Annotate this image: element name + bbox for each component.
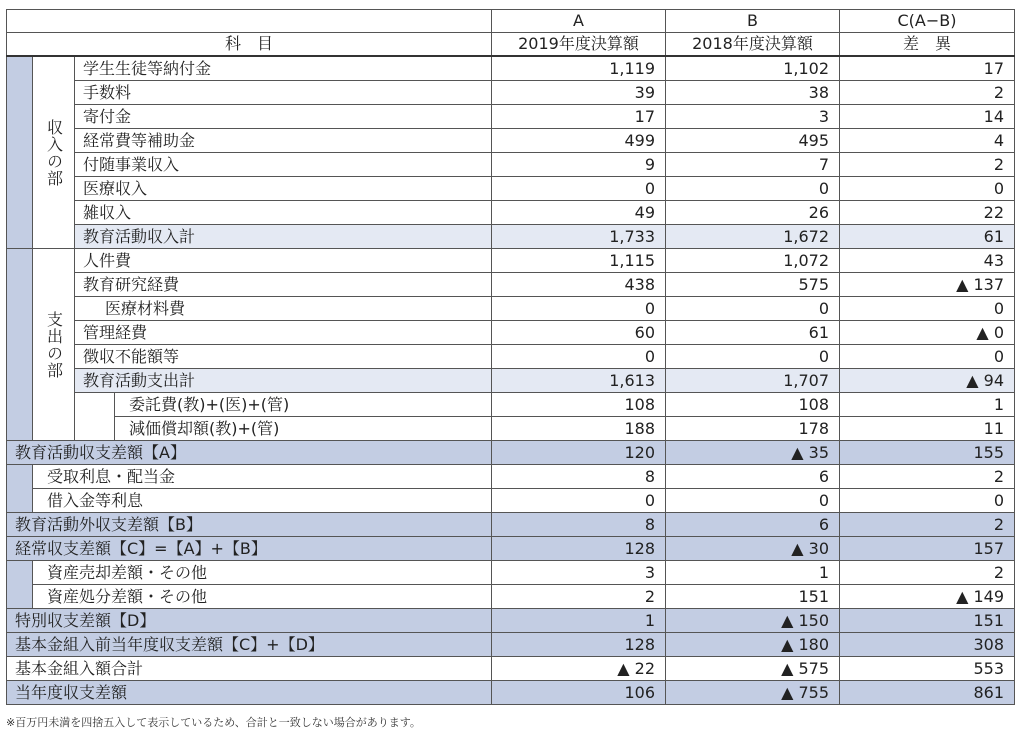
table-row [7, 321, 1015, 345]
col-a-subheader: 2019年度決算額 [492, 33, 666, 57]
value-a: 9 [492, 153, 666, 177]
value-c: 861 [840, 681, 1015, 705]
header-row-top [7, 10, 1015, 33]
value-a: 60 [492, 321, 666, 345]
value-c: 14 [840, 105, 1015, 129]
value-a: 1,115 [492, 249, 666, 273]
table-row [7, 465, 1015, 489]
value-a: 39 [492, 81, 666, 105]
row-label: 借入金等利息 [33, 489, 492, 513]
row-label: 付随事業収入 [75, 153, 492, 177]
value-c: 11 [840, 417, 1015, 441]
row-label: 経常費等補助金 [75, 129, 492, 153]
value-b: 0 [666, 489, 840, 513]
total-row [7, 441, 1015, 465]
table-row [7, 489, 1015, 513]
value-b: ▲ 30 [666, 537, 840, 561]
value-c: 2 [840, 465, 1015, 489]
value-a: 1,613 [492, 369, 666, 393]
col-c-subheader: 差 異 [840, 33, 1015, 57]
value-a: 108 [492, 393, 666, 417]
value-c: 4 [840, 129, 1015, 153]
table-row [7, 345, 1015, 369]
value-a: 120 [492, 441, 666, 465]
value-a: 0 [492, 297, 666, 321]
row-label: 減価償却額(教)+(管) [115, 417, 492, 441]
row-label: 徴収不能額等 [75, 345, 492, 369]
value-c: 553 [840, 657, 1015, 681]
row-label: 資産処分差額・その他 [33, 585, 492, 609]
value-c: 61 [840, 225, 1015, 249]
non_edu-band [7, 465, 33, 513]
value-a: 128 [492, 537, 666, 561]
value-c: 1 [840, 393, 1015, 417]
row-label: 教育活動支出計 [75, 369, 492, 393]
value-b: 108 [666, 393, 840, 417]
detail-row [7, 393, 1015, 417]
value-a: 2 [492, 585, 666, 609]
row-label: 委託費(教)+(医)+(管) [115, 393, 492, 417]
row-label: 教育研究経費 [75, 273, 492, 297]
value-b: 38 [666, 81, 840, 105]
table-body [7, 56, 1015, 705]
table-row [7, 129, 1015, 153]
value-a: 8 [492, 513, 666, 537]
col-b-header: B [666, 10, 840, 33]
value-b: 1,707 [666, 369, 840, 393]
value-c: 2 [840, 153, 1015, 177]
row-label: 基本金組入前当年度収支差額【C】+【D】 [7, 633, 492, 657]
value-a: 0 [492, 489, 666, 513]
value-b: 7 [666, 153, 840, 177]
table-row [7, 105, 1015, 129]
value-a: 499 [492, 129, 666, 153]
table-row [7, 201, 1015, 225]
expense-section-band [7, 249, 33, 441]
row-label: 教育活動収支差額【A】 [7, 441, 492, 465]
value-b: 6 [666, 465, 840, 489]
total-row [7, 633, 1015, 657]
row-label: 特別収支差額【D】 [7, 609, 492, 633]
total-row [7, 681, 1015, 705]
footnote: ※百万円未満を四捨五入して表示しているため、合計と一致しない場合があります。 [6, 716, 421, 729]
row-label: 手数料 [75, 81, 492, 105]
financial-table-container [6, 9, 1014, 705]
value-c: 0 [840, 345, 1015, 369]
value-c: ▲ 137 [840, 273, 1015, 297]
value-c: 22 [840, 201, 1015, 225]
value-b: 26 [666, 201, 840, 225]
row-label: 受取利息・配当金 [33, 465, 492, 489]
row-label: 資産売却差額・その他 [33, 561, 492, 585]
row-label: 雑収入 [75, 201, 492, 225]
row-label: 学生生徒等納付金 [75, 56, 492, 81]
value-b: 0 [666, 297, 840, 321]
subtotal-row [7, 225, 1015, 249]
value-b: 6 [666, 513, 840, 537]
header-blank [7, 10, 492, 33]
value-a: 8 [492, 465, 666, 489]
row-label: 人件費 [75, 249, 492, 273]
value-c: 151 [840, 609, 1015, 633]
value-b: 151 [666, 585, 840, 609]
col-b-subheader: 2018年度決算額 [666, 33, 840, 57]
total-row [7, 537, 1015, 561]
value-a: 0 [492, 177, 666, 201]
value-b: 61 [666, 321, 840, 345]
value-c: 43 [840, 249, 1015, 273]
table-row [7, 56, 1015, 81]
value-b: ▲ 575 [666, 657, 840, 681]
value-a: 1,119 [492, 56, 666, 81]
row-label: 教育活動外収支差額【B】 [7, 513, 492, 537]
row-label: 寄付金 [75, 105, 492, 129]
value-a: 3 [492, 561, 666, 585]
row-label: 管理経費 [75, 321, 492, 345]
value-c: 2 [840, 561, 1015, 585]
subtotal-row [7, 369, 1015, 393]
value-b: 178 [666, 417, 840, 441]
value-b: 3 [666, 105, 840, 129]
value-c: 157 [840, 537, 1015, 561]
value-c: 155 [840, 441, 1015, 465]
value-b: 1,672 [666, 225, 840, 249]
value-b: 495 [666, 129, 840, 153]
value-b: 0 [666, 177, 840, 201]
kamoku-header: 科 目 [7, 33, 492, 57]
value-b: 1 [666, 561, 840, 585]
table-row [7, 561, 1015, 585]
table-row [7, 153, 1015, 177]
detail-row [7, 417, 1015, 441]
col-a-header: A [492, 10, 666, 33]
table-row [7, 273, 1015, 297]
value-c: 0 [840, 177, 1015, 201]
value-b: 1,102 [666, 56, 840, 81]
table-row [7, 585, 1015, 609]
row-label: 教育活動収入計 [75, 225, 492, 249]
row-label: 医療収入 [75, 177, 492, 201]
table-row [7, 81, 1015, 105]
value-c: 17 [840, 56, 1015, 81]
value-c: 308 [840, 633, 1015, 657]
col-c-header: C(A−B) [840, 10, 1015, 33]
total-row [7, 513, 1015, 537]
value-c: 2 [840, 81, 1015, 105]
value-a: 438 [492, 273, 666, 297]
value-b: ▲ 35 [666, 441, 840, 465]
expense-section-label: 支出の部 [33, 249, 75, 441]
value-a: 1 [492, 609, 666, 633]
header-row-sub [7, 33, 1015, 57]
row-label: 当年度収支差額 [7, 681, 492, 705]
income-section-band [7, 56, 33, 249]
value-b: 1,072 [666, 249, 840, 273]
value-c: ▲ 149 [840, 585, 1015, 609]
row-label: 医療材料費 [75, 297, 492, 321]
value-b: 575 [666, 273, 840, 297]
value-a: 1,733 [492, 225, 666, 249]
special-band [7, 561, 33, 609]
detail-indent [75, 393, 115, 441]
value-c: 0 [840, 489, 1015, 513]
value-b: ▲ 755 [666, 681, 840, 705]
table-row [7, 657, 1015, 681]
value-a: ▲ 22 [492, 657, 666, 681]
row-label: 経常収支差額【C】=【A】+【B】 [7, 537, 492, 561]
value-a: 17 [492, 105, 666, 129]
table-row [7, 177, 1015, 201]
value-c: ▲ 94 [840, 369, 1015, 393]
value-b: 0 [666, 345, 840, 369]
row-label: 基本金組入額合計 [7, 657, 492, 681]
balance-table [6, 9, 1015, 705]
value-a: 128 [492, 633, 666, 657]
value-b: ▲ 180 [666, 633, 840, 657]
value-a: 188 [492, 417, 666, 441]
value-a: 106 [492, 681, 666, 705]
value-b: ▲ 150 [666, 609, 840, 633]
total-row [7, 609, 1015, 633]
table-row [7, 297, 1015, 321]
value-a: 0 [492, 345, 666, 369]
value-c: ▲ 0 [840, 321, 1015, 345]
income-section-label: 収入の部 [33, 56, 75, 249]
table-row [7, 249, 1015, 273]
value-c: 2 [840, 513, 1015, 537]
value-a: 49 [492, 201, 666, 225]
value-c: 0 [840, 297, 1015, 321]
